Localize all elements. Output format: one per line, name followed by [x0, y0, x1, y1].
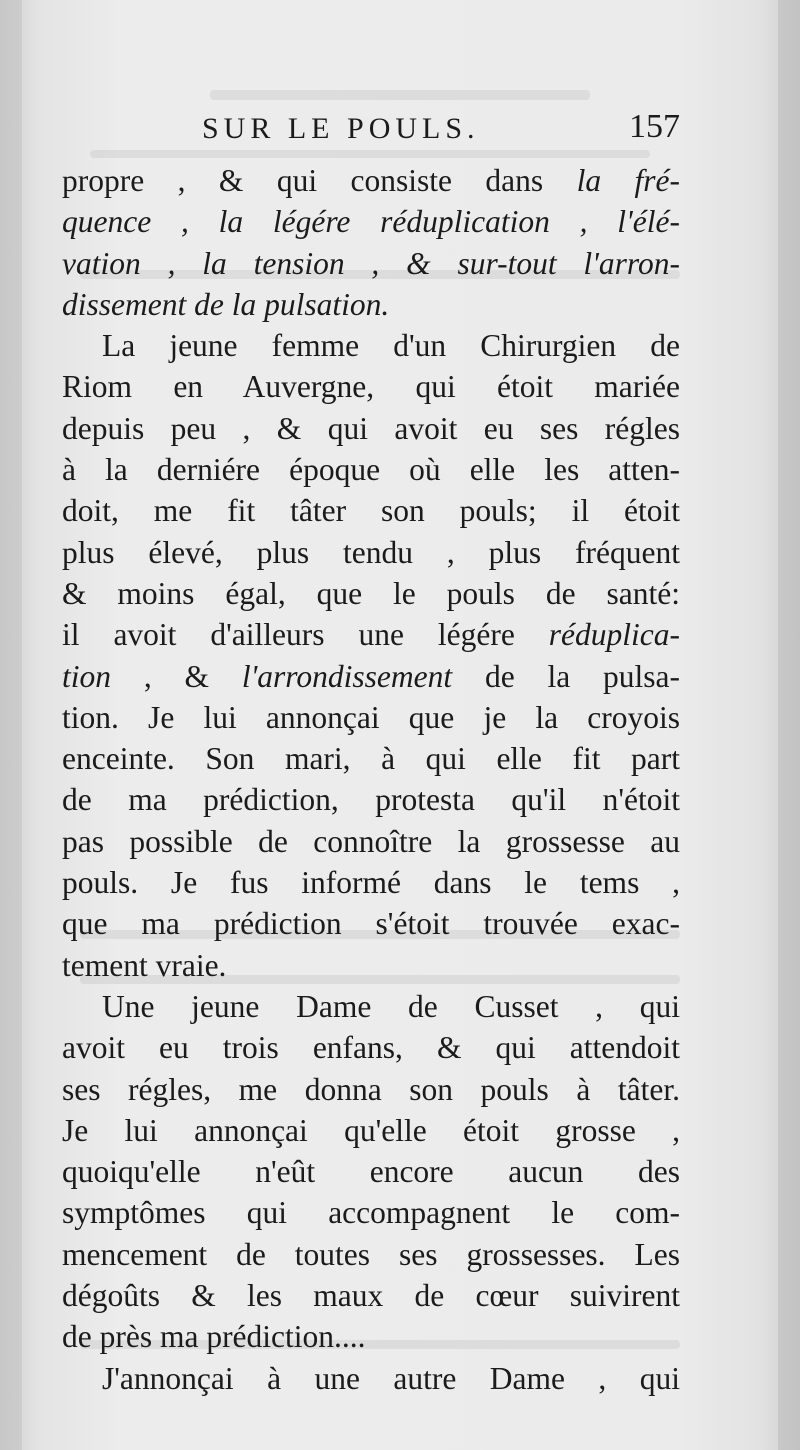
- italic-span: tion: [62, 658, 112, 694]
- text-line: enceinte. Son mari, à qui elle fit part: [62, 741, 680, 777]
- text-line: symptômes qui accompagnent le com-: [62, 1195, 680, 1231]
- text-span: il avoit d'ailleurs une légére: [62, 617, 549, 653]
- text-line: pouls. Je fus informé dans le tems ,: [62, 865, 680, 901]
- text-line: [62, 243, 680, 284]
- text-line: doit, me fit tâter son pouls; il étoit: [62, 493, 680, 529]
- page-body: [62, 160, 680, 1399]
- text-line: [62, 201, 680, 242]
- paragraph-2: [62, 325, 680, 986]
- text-line: dégoûts & les maux de cœur suivirent: [62, 1278, 680, 1314]
- text-line: à la derniére époque où elle les atten-: [62, 452, 680, 488]
- text-line: avoit eu trois enfans, & qui attendoit: [62, 1030, 680, 1066]
- text-line: & moins égal, que le pouls de santé:: [62, 575, 680, 611]
- text-line: depuis peu , & qui avoit eu ses régles: [62, 410, 680, 446]
- italic-span: vation , la tension , & sur-tout l'arron-: [62, 245, 680, 281]
- text-line: quoiqu'elle n'eût encore aucun des: [62, 1154, 680, 1190]
- text-line: plus élevé, plus tendu , plus fréquent: [62, 534, 680, 570]
- text-span: de la pulsa-: [452, 658, 680, 694]
- text-line: J'annonçai à une autre Dame , qui: [102, 1360, 680, 1396]
- text-span: propre , & qui consiste dans: [62, 163, 577, 198]
- page-number: 157: [629, 108, 680, 145]
- italic-span: la fré-: [576, 163, 680, 198]
- italic-span: l'arrondissement: [241, 658, 453, 694]
- text-line: que ma prédiction s'étoit trouvée exac-: [62, 906, 680, 942]
- text-line: de ma prédiction, protesta qu'il n'étoit: [62, 782, 680, 818]
- italic-span: dissement de la pulsation.: [62, 286, 390, 322]
- text-line: [62, 160, 680, 201]
- text-line: La jeune femme d'un Chirurgien de: [102, 328, 680, 364]
- text-line: Riom en Auvergne, qui étoit mariée: [62, 369, 680, 405]
- text-line: Je lui annonçai qu'elle étoit grosse ,: [62, 1112, 680, 1148]
- text-line: [62, 284, 680, 325]
- paragraph-4: [62, 1358, 680, 1399]
- text-line: mencement de toutes ses grossesses. Les: [62, 1236, 680, 1272]
- running-head: SUR LE POULS.: [202, 112, 480, 145]
- text-line: ses régles, me donna son pouls à tâter.: [62, 1071, 680, 1107]
- text-line: pas possible de connoître la grossesse au: [62, 823, 680, 859]
- text-span: , &: [111, 658, 242, 694]
- paragraph-3: [62, 986, 680, 1358]
- text-line: tion. Je lui annonçai que je la croyois: [62, 699, 680, 735]
- italic-span: quence , la légére réduplication , l'élé-: [62, 204, 680, 240]
- text-line: Une jeune Dame de Cusset , qui: [102, 988, 680, 1024]
- italic-span: réduplica-: [548, 617, 680, 653]
- text-line: [62, 656, 680, 697]
- page-header: [62, 108, 680, 154]
- paragraph-1: [62, 160, 680, 325]
- text-line: de près ma prédiction....: [62, 1319, 366, 1355]
- text-line: [62, 614, 680, 655]
- text-line: tement vraie.: [62, 947, 227, 983]
